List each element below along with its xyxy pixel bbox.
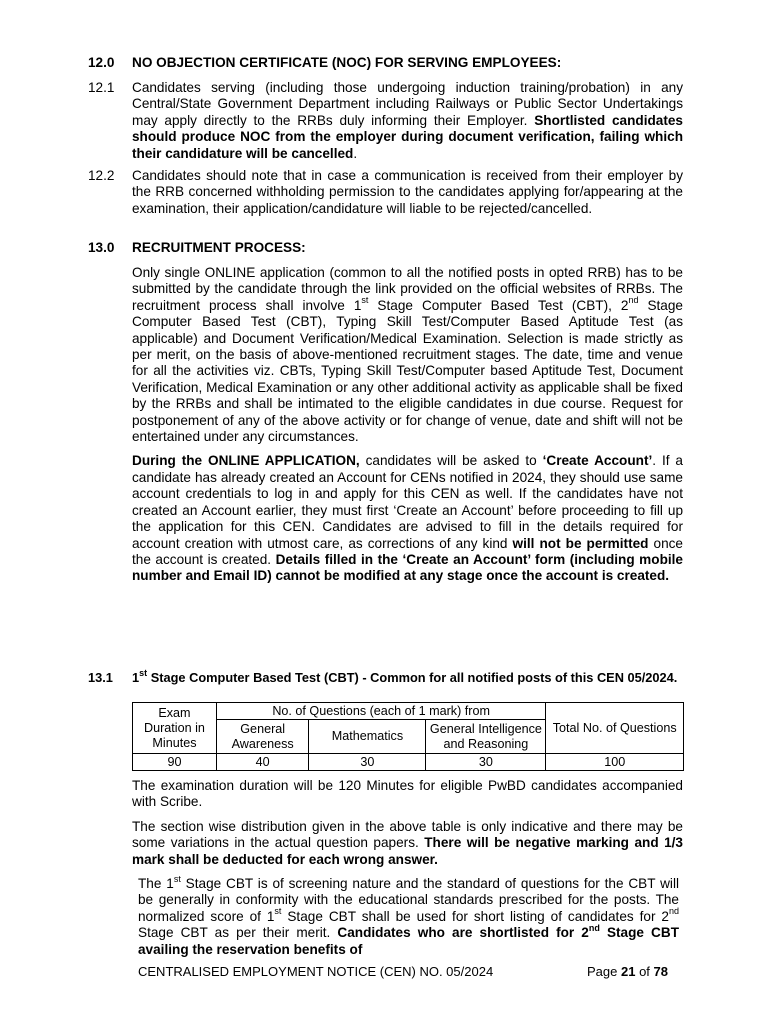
paragraph [132,265,683,445]
footer-notice: CENTRALISED EMPLOYMENT NOTICE (CEN) NO. 05/2024 [138,964,494,979]
bold-text: Details filled in the ‘Create an Account’ form (including mobile number and Email ID) cannot be modified at any stage once the account is created. [132,551,683,584]
bold-text: During the ONLINE APPLICATION, [132,453,360,469]
section-title: RECRUITMENT PROCESS: [132,240,306,255]
paragraph: The examination duration will be 120 Minutes for eligible PwBD candidates accompanied with Scribe. [132,778,683,810]
table-cell: 100 [546,754,684,771]
text: candidates will be asked to [359,453,543,469]
page-number [587,964,668,980]
paragraph: Candidates should note that in case a communication is received from their employer by the RRB concerned withholding permission to the candidates applying for/appearing at the examination, their application/candidature will liable to be rejected/cancelled. [132,168,683,216]
section-number: 12.2 [88,168,115,183]
text: The section wise distribution given in the above table is only indicative and there may be some variations in the actual question papers. [132,818,683,851]
superscript: nd [668,906,679,917]
paragraph [138,873,679,958]
section-12 [88,55,683,71]
bold-text: Candidates who are shortlisted for 2 [337,925,589,941]
text: Only single ONLINE application (common to all the notified posts in opted RRB) has to be submitted by the candidate through the link provided on the official websites of RRBs. The recruitment process shall involve 1 [132,265,683,313]
section-12-1 [88,80,683,162]
text: Stage CBT shall be used for short listing of candidates for 2 [281,908,669,924]
text: Page [587,964,621,979]
section-number: 13.0 [88,240,115,255]
superscript: nd [588,922,600,933]
superscript: st [139,667,148,678]
table-cell: 90 [133,754,217,771]
paragraph [132,80,683,162]
paragraph [132,819,683,868]
section-12-2 [88,168,683,217]
text: Stage CBT as per their merit. [138,925,338,941]
text: Stage CBT is of screening nature and the standard of questions for the CBT will be generally in conformity with the educational standards prescribed for the posts. The normalized score of 1 [138,876,679,924]
superscript: st [274,906,282,917]
section-number: 13.1 [88,670,113,685]
superscript: st [173,873,181,884]
header-mathematics: Mathematics [309,720,426,754]
header-duration: Exam Duration in Minutes [133,703,217,754]
table-cell: 30 [426,754,546,771]
text: Stage Computer Based Test (CBT) - Common for all notified posts of this CEN 05/2024. [147,670,678,685]
table-cell: 40 [216,754,309,771]
superscript: st [361,295,369,306]
bold-text: There will be negative marking and 1/3 mark shall be deducted for each wrong answer. [132,835,683,867]
table-cell: 30 [309,754,426,771]
text: once the account is created. [132,535,683,567]
section-13-1-body [88,778,683,958]
header-questions-group: No. of Questions (each of 1 mark) from [216,703,545,720]
cbt-table [132,702,684,771]
bold-text: ‘Create Account’ [542,453,653,469]
text: Candidates serving (including those undergoing induction training/probation) in any Central/State Government Department including Railways or Public Sector Undertakings may apply directly to the RRBs duly informing their Employer. [132,80,683,128]
section-13 [88,240,683,256]
bold-text: 78 [653,964,668,979]
bold-text: Stage CBT availing the reservation benefits of [138,925,679,957]
bold-text: 21 [620,964,636,979]
table-row [133,754,684,771]
section-title [132,667,683,685]
header-total: Total No. of Questions [546,703,684,754]
text: of [635,964,654,979]
section-13-body [88,265,683,585]
header-general-intelligence: General Intelligence and Reasoning [426,720,546,754]
bold-text: Shortlisted candidates should produce NOC from the employer during document verification, failing which their candidature will be cancelled [132,112,683,161]
section-number: 12.0 [88,55,115,70]
superscript: nd [628,295,639,306]
bold-text: will not be permitted [512,535,649,551]
page-footer [138,964,668,980]
text: 1 [132,670,140,685]
text: The 1 [138,876,174,892]
text: . [353,145,358,161]
section-13-1 [88,667,683,685]
text: Stage Computer Based Test (CBT), 2 [368,297,629,313]
text: Stage Computer Based Test (CBT), Typing Skill Test/Computer Based Aptitude Test (as applicable) and Document Verification/Medical Examination. Selection is made strictly as per merit, on the basis of above-mentioned recruitment stages. The date, time and venue for all the activities viz. CBTs, Typing Skill Test/Computer based Aptitude Test, Document Verification, Medical Examination or any other additional activity as applicable shall be fixed by the RRBs and shall be intimated to the eligible candidates in due course. Request for postponement of any of the above activity or for change of venue, date and shift will not be entertained under any circumstances. [132,297,683,445]
section-title: NO OBJECTION CERTIFICATE (NOC) FOR SERVING EMPLOYEES: [132,55,562,70]
header-general-awareness: General Awareness [216,720,309,754]
section-number: 12.1 [88,80,115,95]
text: . If a candidate has already created an Account for CENs notified in 2024, they should use same account credentials to log in and apply for this CEN as well. If the candidates have not created an Account earlier, they must first ‘Create an Account’ before proceeding to fill up the application for this CEN. Candidates are advised to fill in the details required for account creation with utmost care, as corrections of any kind [132,453,683,551]
paragraph [132,453,683,584]
